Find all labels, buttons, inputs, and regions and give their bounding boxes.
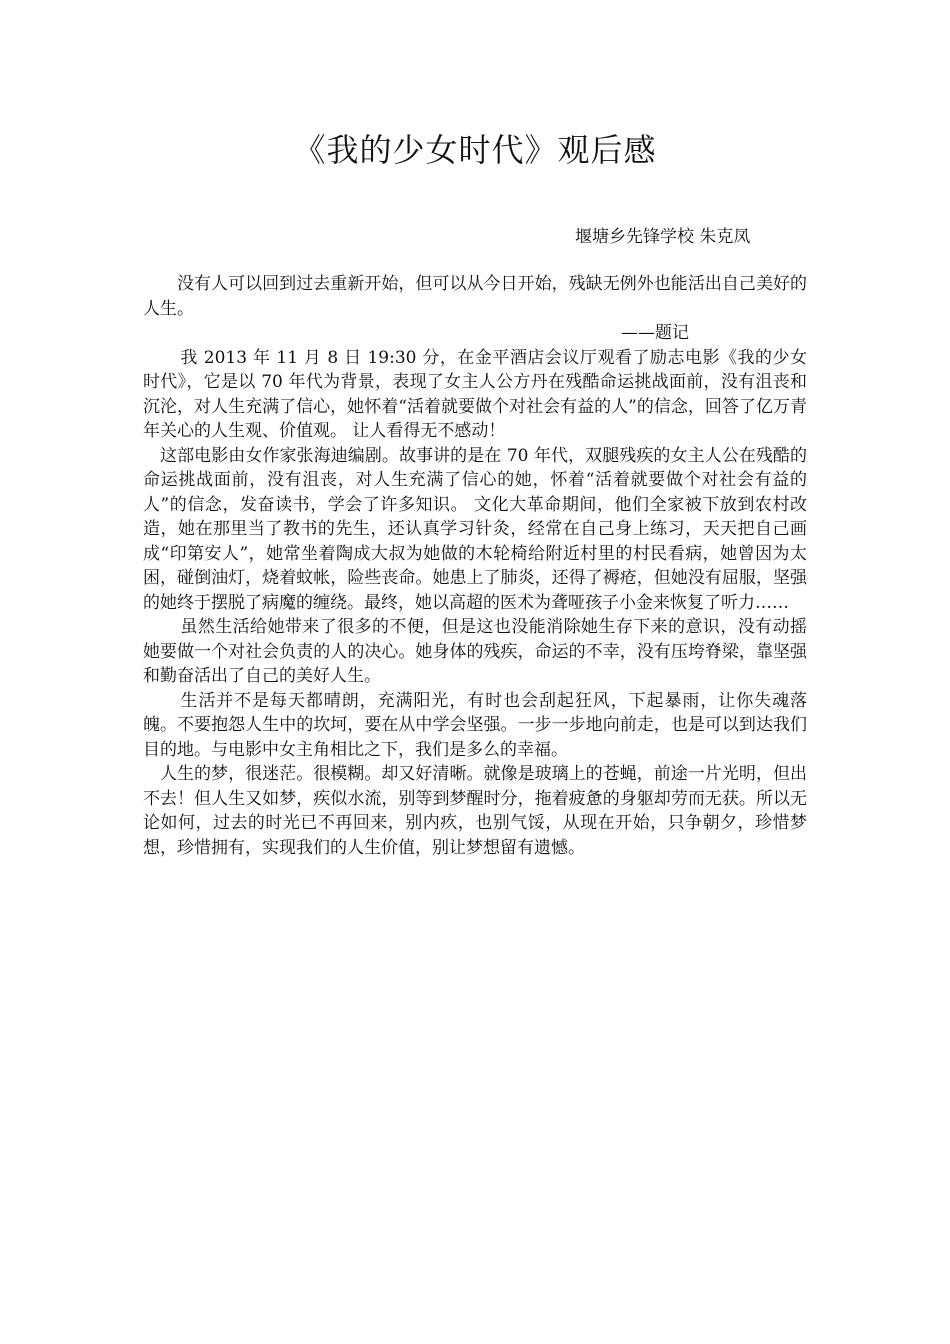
document-title: 《我的少女时代》观后感 bbox=[293, 131, 657, 169]
paragraph-1: 我 2013 年 11 月 8 日 19:30 分，在金平酒店会议厅观看了励志电影《我的少女时代》，它是以 70 年代为背景，表现了女主人公方丹在残酷命运挑战面前，没有沮丧和沉沦，对人生充满了信心，她怀着“活着就要做个对社会有益的人”的信念，回答了亿万青年关心的人生观、价值观。 让人看得无不感动！ bbox=[143, 347, 807, 441]
document-body bbox=[143, 272, 807, 860]
paragraph-5: 人生的梦，很迷茫。很模糊。却又好清晰。就像是玻璃上的苍蝇，前途一片光明，但出不去！但人生又如梦，疾似水流，别等到梦醒时分，拖着疲惫的身躯却劳而无获。所以无论如何，过去的时光已不再回来，别内疚，也别气馁，从现在开始，只争朝夕，珍惜梦想，珍惜拥有，实现我们的人生价值，别让梦想留有遗憾。 bbox=[143, 764, 807, 858]
paragraph-2: 这部电影由女作家张海迪编剧。故事讲的是在 70 年代，双腿残疾的女主人公在残酷的命运挑战面前，没有沮丧，对人生充满了信心的她，怀着“活着就要做个对社会有益的人”的信念，发奋读书，学会了许多知识。 文化大革命期间，他们全家被下放到农村改造，她在那里当了教书的先生，还认真学习针灸，经常在自己身上练习，天天把自己画成“印第安人”，她常坐着陶成大叔为她做的木轮椅给附近村里的村民看病，她曾因为太困，碰倒油灯，烧着蚊帐，险些丧命。她患上了肺炎，还得了褥疮，但她没有屈服，坚强的她终于摆脱了病魔的缠绕。最终，她以高超的医术为聋哑孩子小金来恢复了听力…… bbox=[143, 445, 807, 613]
paragraph-3: 虽然生活给她带来了很多的不便，但是这也没能消除她生存下来的意识，没有动摇她要做一个对社会负责的人的决心。她身体的残疾，命运的不幸，没有压垮脊梁，靠坚强和勤奋活出了自己的美好人生。 bbox=[143, 617, 807, 686]
epigraph: 没有人可以回到过去重新开始，但可以从今日开始，残缺无例外也能活出自己美好的人生。 bbox=[143, 274, 807, 319]
author-line: 堰塘乡先锋学校 朱克凤 bbox=[575, 227, 751, 247]
epigraph-attribution: ——题记 bbox=[621, 323, 689, 343]
paragraph-4: 生活并不是每天都晴朗，充满阳光，有时也会刮起狂风，下起暴雨，让你失魂落魄。不要抱怨人生中的坎坷，要在从中学会坚强。一步一步地向前走，也是可以到达我们目的地。与电影中女主角相比之下，我们是多么的幸福。 bbox=[143, 690, 807, 760]
